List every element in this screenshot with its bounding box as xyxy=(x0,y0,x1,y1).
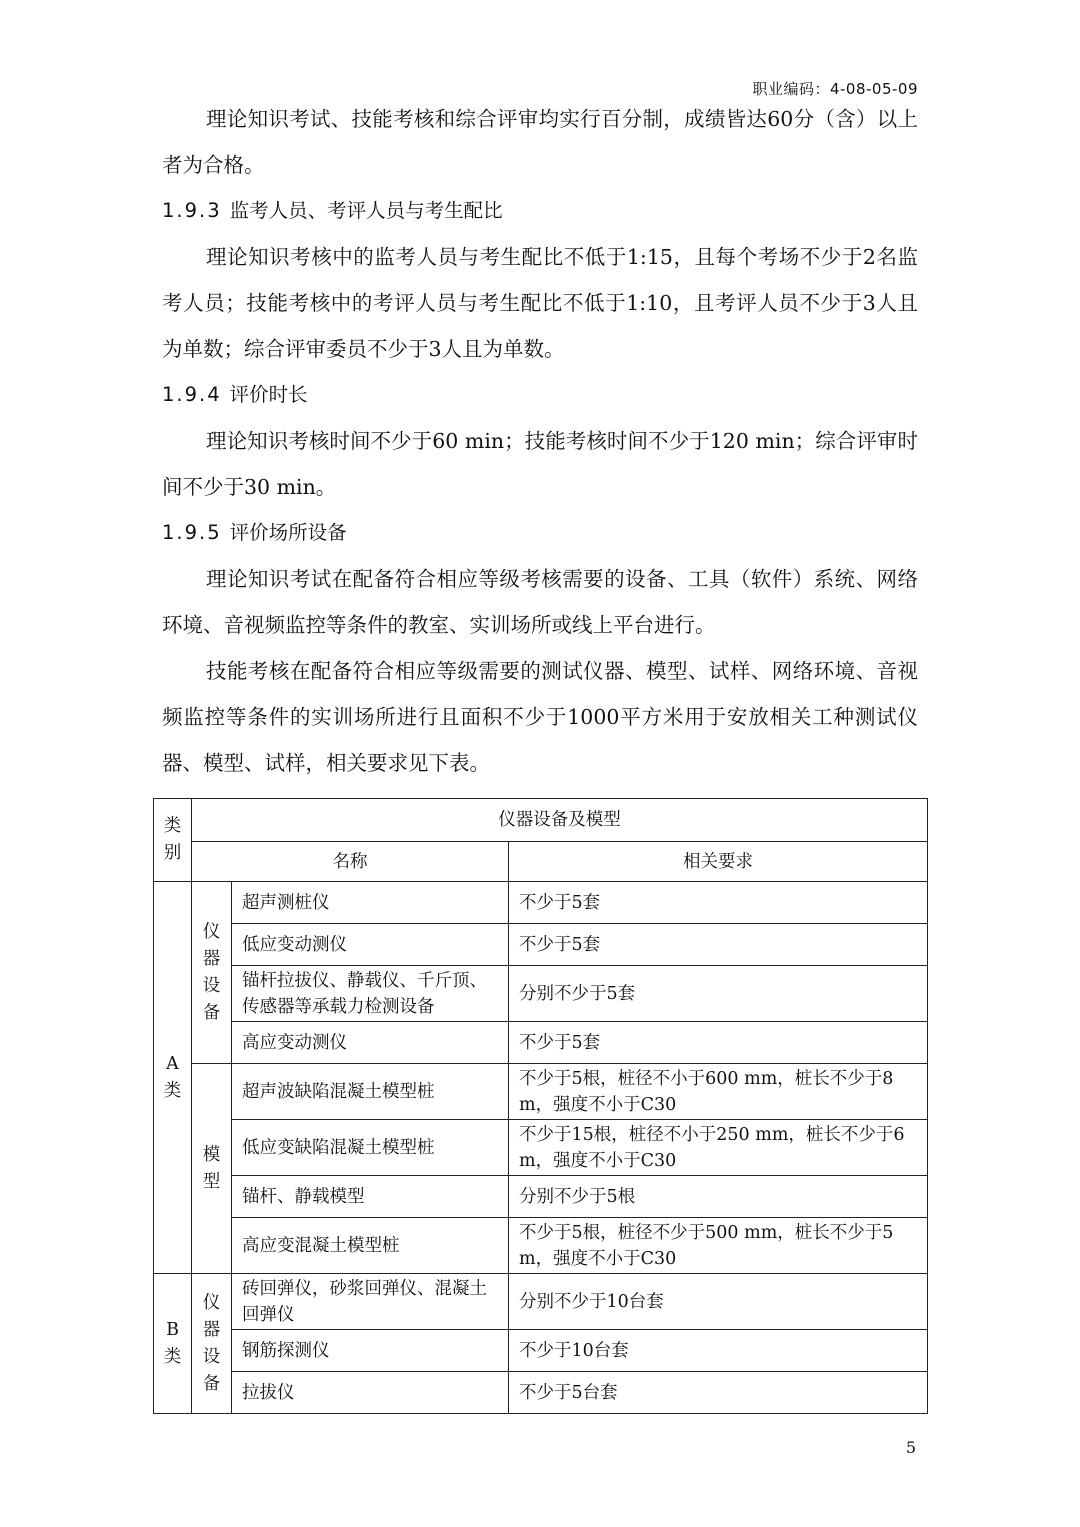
b-equipment-subcategory-cell: 仪器设备 xyxy=(192,1274,232,1414)
item-name-cell: 锚杆、静载模型 xyxy=(232,1176,509,1218)
requirement-header-cell: 相关要求 xyxy=(509,842,928,882)
item-name-cell: 低应变动测仪 xyxy=(232,924,509,966)
item-name-cell: 拉拔仪 xyxy=(232,1372,509,1414)
item-requirement-cell: 分别不少于5根 xyxy=(509,1176,928,1218)
item-name-cell: 低应变缺陷混凝土模型桩 xyxy=(232,1120,509,1176)
occupation-code: 职业编码：4-08-05-09 xyxy=(752,80,918,98)
table-row xyxy=(154,1274,928,1330)
paragraph-venue-theory: 理论知识考试在配备符合相应等级考核需要的设备、工具（软件）系统、网络环境、音视频监控等条件的教室、实训场所或线上平台进行。 xyxy=(162,567,918,637)
class-b-cell: B类 xyxy=(154,1274,192,1414)
item-name-cell: 锚杆拉拔仪、静载仪、千斤顶、传感器等承载力检测设备 xyxy=(232,966,509,1022)
table-row xyxy=(154,1372,928,1414)
section-heading-1-9-5 xyxy=(162,510,918,556)
table-row xyxy=(154,966,928,1022)
item-name-cell: 高应变混凝土模型桩 xyxy=(232,1218,509,1274)
page-number: 5 xyxy=(905,1438,916,1457)
table-subheader-row xyxy=(154,842,928,882)
item-requirement-cell: 不少于10台套 xyxy=(509,1330,928,1372)
group-header-cell: 仪器设备及模型 xyxy=(192,799,928,842)
a-equipment-subcategory-cell: 仪器设备 xyxy=(192,882,232,1064)
section-number: 1.9.3 xyxy=(162,199,222,222)
table-header-row xyxy=(154,799,928,842)
equipment-requirements-table xyxy=(153,798,928,1414)
item-requirement-cell: 不少于5套 xyxy=(509,924,928,966)
table-row xyxy=(154,1330,928,1372)
table-row xyxy=(154,1218,928,1274)
item-requirement-cell: 不少于5根，桩径不少于500 mm，桩长不少于5 m，强度不小于C30 xyxy=(509,1218,928,1274)
section-heading-1-9-4 xyxy=(162,372,918,418)
section-title: 评价时长 xyxy=(229,383,308,406)
table-row xyxy=(154,882,928,924)
table-row xyxy=(154,924,928,966)
item-requirement-cell: 不少于5套 xyxy=(509,882,928,924)
class-a-cell: A类 xyxy=(154,882,192,1274)
item-name-cell: 钢筋探测仪 xyxy=(232,1330,509,1372)
item-requirement-cell: 分别不少于5套 xyxy=(509,966,928,1022)
table-row xyxy=(154,1176,928,1218)
item-requirement-cell: 不少于15根，桩径不小于250 mm，桩长不少于6 m，强度不小于C30 xyxy=(509,1120,928,1176)
section-title: 评价场所设备 xyxy=(229,521,347,544)
item-requirement-cell: 不少于5套 xyxy=(509,1022,928,1064)
section-number: 1.9.4 xyxy=(162,383,222,406)
section-heading-1-9-3 xyxy=(162,188,918,234)
paragraph-ratio: 理论知识考核中的监考人员与考生配比不低于1:15，且每个考场不少于2名监考人员；技能考核中的考评人员与考生配比不低于1:10，且考评人员不少于3人且为单数；综合评审委员不少于3人且为单数。 xyxy=(162,245,918,361)
paragraph-venue-skill: 技能考核在配备符合相应等级需要的测试仪器、模型、试样、网络环境、音视频监控等条件的实训场所进行且面积不少于1000平方米用于安放相关工种测试仪器、模型、试样，相关要求见下表。 xyxy=(162,659,918,775)
paragraph-scoring: 理论知识考试、技能考核和综合评审均实行百分制，成绩皆达60分（含）以上者为合格。 xyxy=(162,107,918,177)
a-model-subcategory-cell: 模型 xyxy=(192,1064,232,1274)
item-name-cell: 高应变动测仪 xyxy=(232,1022,509,1064)
table-row xyxy=(154,1120,928,1176)
paragraph-duration: 理论知识考核时间不少于60 min；技能考核时间不少于120 min；综合评审时间不少于30 min。 xyxy=(162,429,918,499)
item-requirement-cell: 不少于5根，桩径不小于600 mm，桩长不少于8 m，强度不小于C30 xyxy=(509,1064,928,1120)
section-number: 1.9.5 xyxy=(162,521,222,544)
table-row xyxy=(154,1022,928,1064)
item-requirement-cell: 分别不少于10台套 xyxy=(509,1274,928,1330)
item-requirement-cell: 不少于5台套 xyxy=(509,1372,928,1414)
item-name-cell: 砖回弹仪，砂浆回弹仪、混凝土回弹仪 xyxy=(232,1274,509,1330)
category-header-cell: 类别 xyxy=(154,799,192,882)
name-header-cell: 名称 xyxy=(192,842,509,882)
section-title: 监考人员、考评人员与考生配比 xyxy=(229,199,503,222)
document-body xyxy=(162,96,918,786)
item-name-cell: 超声波缺陷混凝土模型桩 xyxy=(232,1064,509,1120)
table-row xyxy=(154,1064,928,1120)
item-name-cell: 超声测桩仪 xyxy=(232,882,509,924)
